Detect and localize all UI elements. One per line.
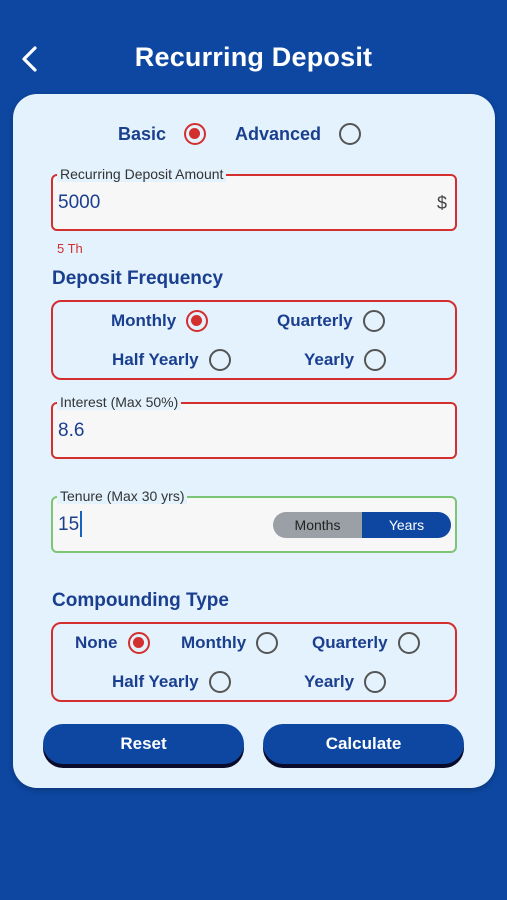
deposit-frequency-title: Deposit Frequency xyxy=(52,268,224,289)
comp-half-yearly-radio-icon[interactable] xyxy=(209,671,231,693)
tenure-unit-years[interactable]: Years xyxy=(362,512,451,538)
freq-half-yearly-label: Half Yearly xyxy=(112,350,199,369)
comp-option-none[interactable] xyxy=(75,632,150,654)
freq-option-yearly[interactable] xyxy=(304,349,386,371)
mode-basic-radio-icon[interactable] xyxy=(184,123,206,145)
comp-yearly-label: Yearly xyxy=(304,672,355,691)
freq-quarterly-label: Quarterly xyxy=(277,311,353,330)
comp-none-label: None xyxy=(75,633,118,652)
freq-quarterly-radio-icon[interactable] xyxy=(363,310,385,332)
freq-yearly-radio-icon[interactable] xyxy=(364,349,386,371)
status-bar xyxy=(0,0,507,14)
deposit-amount-field[interactable] xyxy=(51,166,457,231)
freq-half-yearly-radio-icon[interactable] xyxy=(209,349,231,371)
freq-monthly-radio-icon[interactable] xyxy=(186,310,208,332)
tenure-field[interactable] xyxy=(51,488,457,553)
comp-quarterly-label: Quarterly xyxy=(312,633,388,652)
comp-option-half-yearly[interactable] xyxy=(112,671,231,693)
comp-option-yearly[interactable] xyxy=(304,671,386,693)
comp-monthly-radio-icon[interactable] xyxy=(256,632,278,654)
freq-yearly-label: Yearly xyxy=(304,350,355,369)
mode-advanced-option[interactable] xyxy=(235,123,361,145)
app-header xyxy=(0,28,507,92)
currency-suffix: $ xyxy=(436,193,447,213)
freq-option-quarterly[interactable] xyxy=(277,310,385,332)
interest-input[interactable]: 8.6 xyxy=(58,420,85,441)
tenure-label: Tenure (Max 30 yrs) xyxy=(57,488,187,504)
freq-monthly-label: Monthly xyxy=(111,311,177,330)
tenure-unit-toggle[interactable] xyxy=(273,512,451,538)
freq-option-monthly[interactable] xyxy=(111,310,208,332)
calculate-button[interactable]: Calculate xyxy=(263,724,464,764)
comp-quarterly-radio-icon[interactable] xyxy=(398,632,420,654)
freq-option-half-yearly[interactable] xyxy=(112,349,231,371)
deposit-amount-input[interactable]: 5000 xyxy=(58,192,101,213)
mode-basic-option[interactable] xyxy=(118,123,206,145)
interest-label: Interest (Max 50%) xyxy=(57,394,181,410)
tenure-input[interactable]: 15 xyxy=(58,514,80,535)
calculator-card xyxy=(13,94,495,788)
text-cursor xyxy=(80,511,82,537)
compounding-type-box xyxy=(51,622,457,702)
mode-advanced-label: Advanced xyxy=(235,123,322,144)
mode-basic-label: Basic xyxy=(118,123,167,144)
deposit-frequency-box xyxy=(51,300,457,380)
comp-none-radio-icon[interactable] xyxy=(128,632,150,654)
comp-yearly-radio-icon[interactable] xyxy=(364,671,386,693)
page-title: Recurring Deposit xyxy=(134,42,373,72)
comp-monthly-label: Monthly xyxy=(181,633,247,652)
deposit-amount-label: Recurring Deposit Amount xyxy=(57,166,226,182)
amount-hint: 5 Th xyxy=(57,241,83,256)
reset-button[interactable]: Reset xyxy=(43,724,244,764)
interest-field[interactable] xyxy=(51,394,457,459)
comp-option-quarterly[interactable] xyxy=(312,632,420,654)
tenure-unit-months[interactable]: Months xyxy=(273,512,362,538)
compounding-type-title: Compounding Type xyxy=(52,590,229,611)
mode-advanced-radio-icon[interactable] xyxy=(339,123,361,145)
comp-option-monthly[interactable] xyxy=(181,632,278,654)
comp-half-yearly-label: Half Yearly xyxy=(112,672,199,691)
